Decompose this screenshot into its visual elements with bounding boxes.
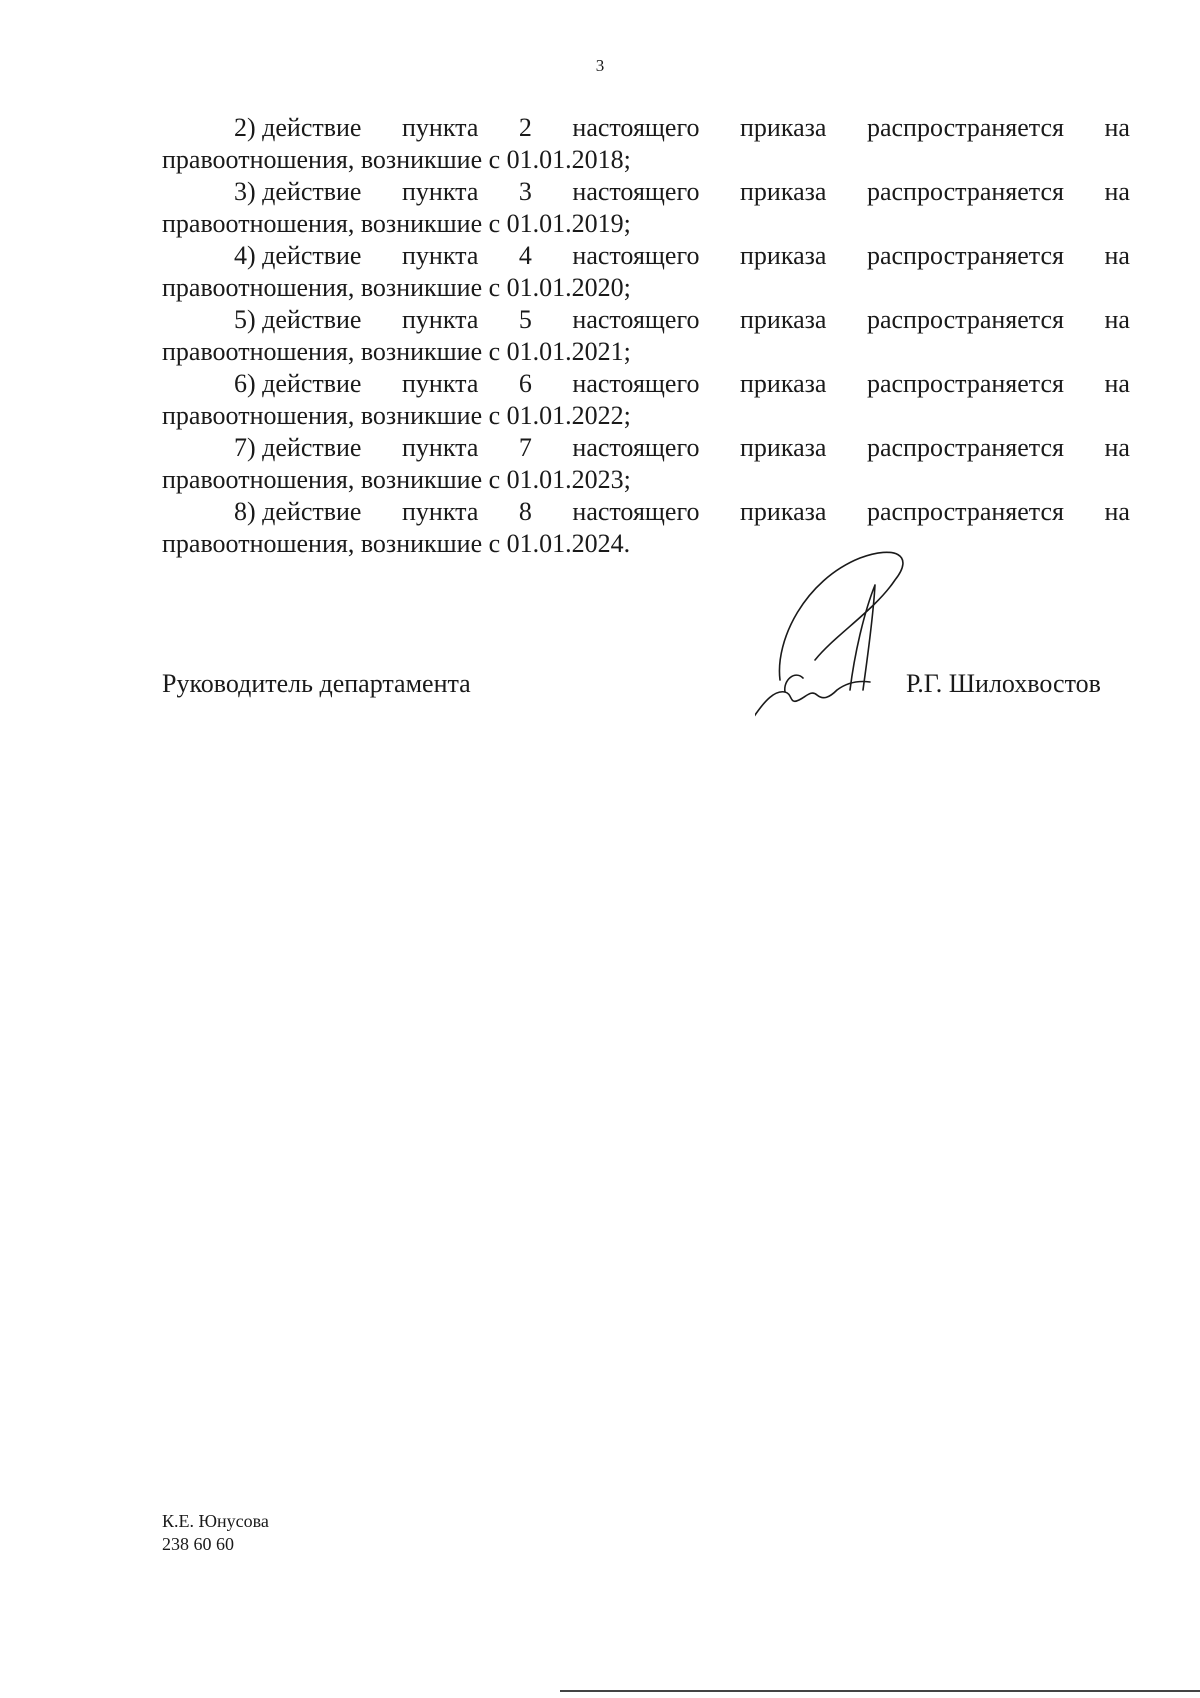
clause-list [162, 112, 1130, 560]
clause-first-line [162, 176, 1130, 208]
clause-second-line: правоотношения, возникшие с 01.01.2021; [162, 337, 631, 366]
clause-word: пункта [402, 433, 479, 462]
clause-word: настоящего [572, 241, 700, 270]
clause-word: на [1104, 241, 1130, 270]
clause-first-line [162, 432, 1130, 464]
clause-item [162, 304, 1130, 368]
clause-second-line: правоотношения, возникшие с 01.01.2020; [162, 273, 631, 302]
clause-word: пункта [402, 369, 479, 398]
clause-item [162, 496, 1130, 560]
clause-word: приказа [740, 177, 827, 206]
clause-second-line: правоотношения, возникшие с 01.01.2024. [162, 529, 631, 558]
clause-word: на [1104, 433, 1130, 462]
executor-block [162, 1510, 269, 1556]
clause-word: 6 [518, 369, 532, 398]
clause-word: 8) действие [234, 497, 362, 526]
clause-word: на [1104, 305, 1130, 334]
clause-word: 7) действие [234, 433, 362, 462]
clause-second-line: правоотношения, возникшие с 01.01.2018; [162, 145, 631, 174]
clause-item [162, 176, 1130, 240]
clause-word: пункта [402, 497, 479, 526]
clause-word: приказа [740, 369, 827, 398]
clause-word: на [1104, 177, 1130, 206]
clause-item [162, 368, 1130, 432]
clause-word: 2 [518, 113, 532, 142]
clause-word: настоящего [572, 177, 700, 206]
clause-first-line [162, 112, 1130, 144]
clause-word: на [1104, 497, 1130, 526]
clause-word: настоящего [572, 497, 700, 526]
clause-word: 6) действие [234, 369, 362, 398]
clause-second-line: правоотношения, возникшие с 01.01.2023; [162, 465, 631, 494]
clause-first-line [162, 304, 1130, 336]
clause-word: 5) действие [234, 305, 362, 334]
clause-word: распространяется [866, 177, 1064, 206]
clause-word: приказа [740, 497, 827, 526]
clause-word: распространяется [866, 113, 1064, 142]
clause-first-line [162, 240, 1130, 272]
clause-item [162, 432, 1130, 496]
bottom-divider [560, 1690, 1200, 1692]
clause-word: распространяется [866, 369, 1064, 398]
clause-word: распространяется [866, 241, 1064, 270]
clause-second-line: правоотношения, возникшие с 01.01.2022; [162, 401, 631, 430]
signatory-name: Р.Г. Шилохвостов [906, 669, 1101, 698]
clause-first-line [162, 368, 1130, 400]
clause-item [162, 240, 1130, 304]
clause-word: 7 [518, 433, 532, 462]
clause-word: 8 [518, 497, 532, 526]
executor-name: К.Е. Юнусова [162, 1511, 269, 1531]
clause-word: на [1104, 369, 1130, 398]
clause-word: пункта [402, 113, 479, 142]
clause-word: распространяется [866, 433, 1064, 462]
clause-first-line [162, 496, 1130, 528]
clause-word: 5 [518, 305, 532, 334]
signature-block [162, 668, 1130, 708]
clause-word: приказа [740, 433, 827, 462]
page-number: 3 [595, 56, 605, 75]
clause-word: настоящего [572, 369, 700, 398]
clause-word: приказа [740, 305, 827, 334]
clause-word: настоящего [572, 113, 700, 142]
clause-word: пункта [402, 305, 479, 334]
clause-item [162, 112, 1130, 176]
clause-word: 3 [518, 177, 532, 206]
clause-word: приказа [740, 113, 827, 142]
clause-word: приказа [740, 241, 827, 270]
clause-word: 4) действие [234, 241, 362, 270]
clause-word: пункта [402, 177, 479, 206]
clause-word: пункта [402, 241, 479, 270]
clause-second-line: правоотношения, возникшие с 01.01.2019; [162, 209, 631, 238]
executor-phone: 238 60 60 [162, 1534, 234, 1554]
clause-word: 3) действие [234, 177, 362, 206]
clause-word: 4 [518, 241, 532, 270]
clause-word: настоящего [572, 433, 700, 462]
clause-word: 2) действие [234, 113, 362, 142]
clause-word: на [1104, 113, 1130, 142]
clause-word: настоящего [572, 305, 700, 334]
clause-word: распространяется [866, 305, 1064, 334]
clause-word: распространяется [866, 497, 1064, 526]
signatory-position: Руководитель департамента [162, 669, 471, 698]
